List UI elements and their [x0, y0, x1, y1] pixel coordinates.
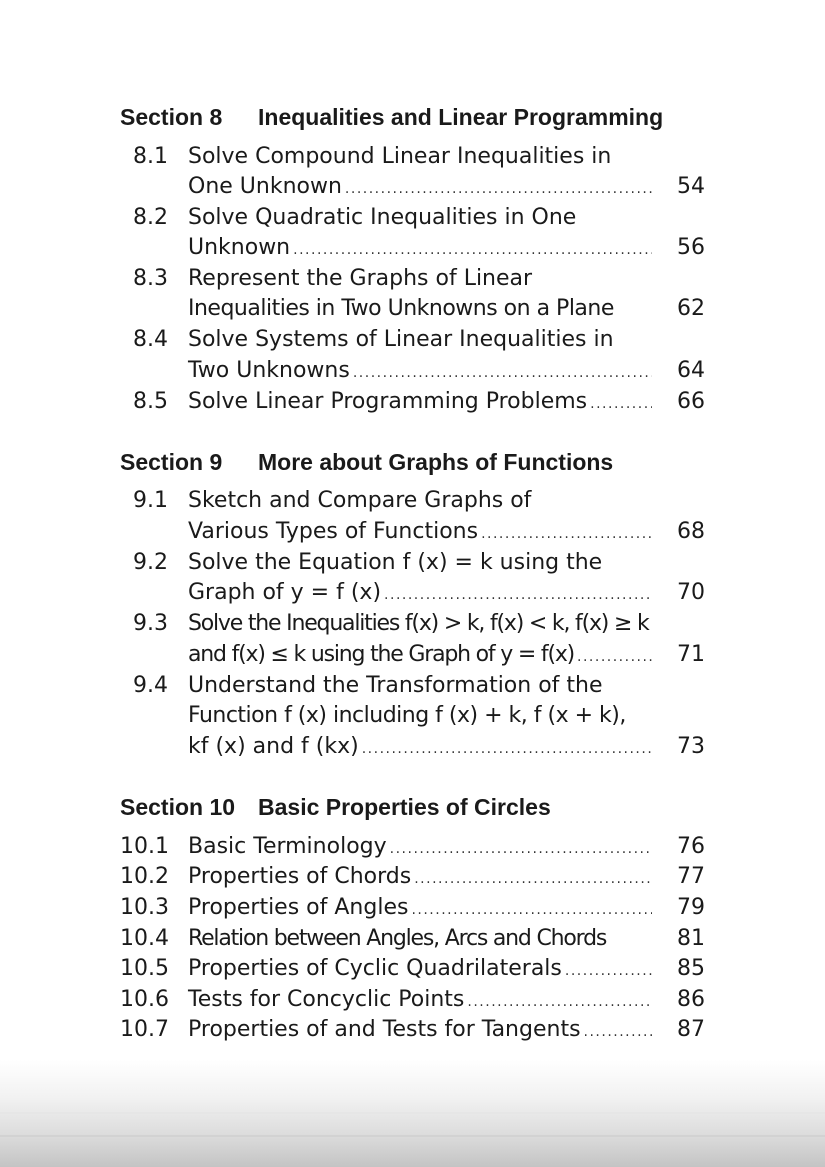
entry-title-line: Tests for Concyclic Points ..... — [188, 985, 652, 1017]
page-number: 62 — [677, 296, 705, 321]
entry-number: 9.3 — [133, 611, 168, 636]
section-title: More about Graphs of Functions — [258, 449, 614, 475]
entry-number: 10.4 — [120, 926, 169, 951]
page-number: 81 — [677, 926, 705, 951]
entry-title-line: Relation between Angles, Arcs and Chords — [188, 926, 607, 951]
section-heading — [120, 793, 551, 821]
entry-title-line: Function f (x) including f (x) + k, f (x + k), — [188, 703, 626, 728]
entry-title-line: and f(x) ≤ k using the Graph of y = f(x) ..... — [188, 640, 652, 672]
entry-number: 8.5 — [133, 389, 168, 414]
page-number: 54 — [677, 174, 705, 199]
entry-title-line: Properties of Chords ..... — [188, 862, 652, 894]
entry-number: 10.6 — [120, 987, 169, 1012]
entry-number: 8.3 — [133, 266, 168, 291]
section-label: Section 8 — [120, 104, 223, 130]
page-number: 87 — [677, 1017, 705, 1042]
dot-leader — [353, 358, 652, 388]
dot-leader — [467, 987, 652, 1017]
section-label: Section 9 — [120, 449, 223, 475]
page-number: 66 — [677, 389, 705, 414]
section-heading — [120, 103, 664, 131]
entry-number: 10.1 — [120, 834, 169, 859]
entry-number: 8.1 — [133, 144, 168, 169]
dot-leader — [345, 174, 652, 204]
page-number: 79 — [677, 895, 705, 920]
entry-title-line: Properties of Angles ..... — [188, 893, 652, 925]
dot-leader — [390, 834, 652, 864]
entry-title-line: Represent the Graphs of Linear — [188, 266, 533, 291]
entry-title-line: Solve Quadratic Inequalities in One — [188, 205, 577, 230]
entry-number: 10.7 — [120, 1017, 169, 1042]
page-number: 77 — [677, 864, 705, 889]
page-number: 56 — [677, 235, 705, 260]
entry-number: 9.4 — [133, 673, 168, 698]
entry-title-line: Properties of Cyclic Quadrilaterals ..... — [188, 954, 652, 986]
dot-leader — [565, 956, 652, 986]
entry-title-line: Solve the Equation f (x) = k using the — [188, 550, 603, 575]
dot-leader — [293, 235, 652, 265]
section-title: Basic Properties of Circles — [258, 794, 551, 820]
entry-number: 8.2 — [133, 205, 168, 230]
entry-number: 10.5 — [120, 956, 169, 981]
entry-number: 9.1 — [133, 488, 168, 513]
dot-leader — [584, 1017, 652, 1047]
section-title: Inequalities and Linear Programming — [258, 104, 664, 130]
entry-title-line: Solve the Inequalities f(x) > k, f(x) < k, f(x) ≥ k — [188, 611, 649, 636]
entry-title-line: Inequalities in Two Unknowns on a Plane — [188, 296, 614, 321]
page-number: 71 — [677, 642, 705, 667]
entry-title-line: Properties of and Tests for Tangents ..... — [188, 1015, 652, 1047]
page-number: 85 — [677, 956, 705, 981]
entry-title-line: Two Unknowns ..... — [188, 356, 652, 388]
entry-title-line: One Unknown ..... — [188, 172, 652, 204]
dot-leader — [362, 734, 652, 764]
entry-title-line: Various Types of Functions ..... — [188, 517, 652, 549]
entry-number: 10.2 — [120, 864, 169, 889]
entry-title-line: Understand the Transformation of the — [188, 673, 603, 698]
section-heading — [120, 448, 614, 476]
page-number: 86 — [677, 987, 705, 1012]
dot-leader — [481, 519, 652, 549]
entry-title-line: Solve Systems of Linear Inequalities in — [188, 327, 614, 352]
entry-number: 10.3 — [120, 895, 169, 920]
entry-title-line: Sketch and Compare Graphs of — [188, 488, 532, 513]
entry-title-line: Solve Linear Programming Problems ..... — [188, 387, 652, 419]
entry-number: 8.4 — [133, 327, 168, 352]
dot-leader — [414, 864, 652, 894]
section-label: Section 10 — [120, 794, 236, 820]
entry-title-line: Unknown ..... — [188, 233, 652, 265]
footer-rule — [0, 1135, 825, 1137]
footer-rule — [0, 1112, 825, 1114]
dot-leader — [384, 580, 652, 610]
entry-title-line: Graph of y = f (x) ..... — [188, 578, 652, 610]
entry-number: 9.2 — [133, 550, 168, 575]
dot-leader — [411, 895, 652, 925]
entry-title-line: Basic Terminology ..... — [188, 832, 652, 864]
dot-leader — [577, 642, 652, 672]
page-number: 68 — [677, 519, 705, 544]
page-number: 64 — [677, 358, 705, 383]
entry-title-line: kf (x) and f (kx) ..... — [188, 732, 652, 764]
page-number: 73 — [677, 734, 705, 759]
entry-title-line: Solve Compound Linear Inequalities in — [188, 144, 612, 169]
page-number: 70 — [677, 580, 705, 605]
page-number: 76 — [677, 834, 705, 859]
dot-leader — [590, 389, 652, 419]
